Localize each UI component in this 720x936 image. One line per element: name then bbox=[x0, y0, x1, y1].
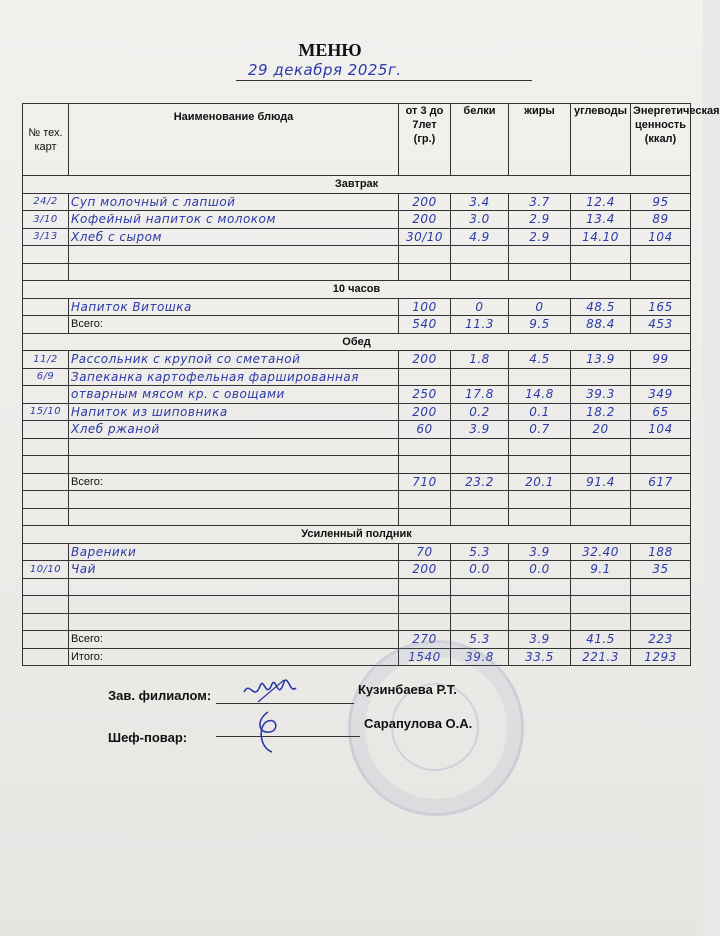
cell-no bbox=[23, 631, 69, 649]
cell-protein bbox=[451, 438, 509, 456]
cell-portion bbox=[399, 456, 451, 474]
cell-carbs bbox=[571, 508, 631, 526]
cell-fat bbox=[509, 246, 571, 264]
cell-name bbox=[69, 438, 399, 456]
cell-protein: 3.0 bbox=[451, 211, 509, 229]
table-header-row bbox=[23, 104, 691, 176]
cell-no bbox=[23, 246, 69, 264]
branch-head-label: Зав. филиалом: bbox=[108, 688, 212, 703]
section-lunch-title: Обед bbox=[23, 333, 691, 351]
cell-energy bbox=[631, 596, 691, 614]
cell-fat: 3.9 bbox=[509, 543, 571, 561]
branch-head-signature bbox=[240, 672, 300, 710]
cell-no bbox=[23, 613, 69, 631]
cell-name: Запеканка картофельная фаршированная bbox=[69, 368, 399, 386]
cell-carbs bbox=[571, 613, 631, 631]
section-snack bbox=[23, 526, 691, 544]
cell-energy: 89 bbox=[631, 211, 691, 229]
section-breakfast bbox=[23, 176, 691, 194]
cell-energy bbox=[631, 263, 691, 281]
total-label-text: Всего: bbox=[71, 475, 103, 488]
cell-portion: 60 bbox=[399, 421, 451, 439]
cell-energy bbox=[631, 613, 691, 631]
cell-energy: 99 bbox=[631, 351, 691, 369]
section-ten-oclock bbox=[23, 281, 691, 299]
total-carbs: 91.4 bbox=[571, 473, 631, 491]
cell-energy: 95 bbox=[631, 193, 691, 211]
total-energy: 617 bbox=[631, 473, 691, 491]
cell-carbs: 48.5 bbox=[571, 298, 631, 316]
cell-no bbox=[23, 263, 69, 281]
table-row bbox=[23, 211, 691, 229]
section-snack-title: Усиленный полдник bbox=[23, 526, 691, 544]
lunch-total-row bbox=[23, 473, 691, 491]
cell-fat: 0 bbox=[509, 298, 571, 316]
cell-protein: 4.9 bbox=[451, 228, 509, 246]
cell-fat: 14.8 bbox=[509, 386, 571, 404]
cell-protein bbox=[451, 263, 509, 281]
total-portion: 710 bbox=[399, 473, 451, 491]
cell-protein bbox=[451, 456, 509, 474]
total-fat: 33.5 bbox=[509, 648, 571, 666]
table-row bbox=[23, 368, 691, 386]
empty-row bbox=[23, 456, 691, 474]
cell-carbs: 18.2 bbox=[571, 403, 631, 421]
cell-name bbox=[69, 491, 399, 509]
header-protein: белки bbox=[451, 104, 509, 176]
snack-total-row bbox=[23, 631, 691, 649]
cell-carbs: 9.1 bbox=[571, 561, 631, 579]
cell-energy: 104 bbox=[631, 228, 691, 246]
table-row bbox=[23, 421, 691, 439]
cell-protein bbox=[451, 596, 509, 614]
cell-name: Напиток из шиповника bbox=[69, 403, 399, 421]
cell-portion: 200 bbox=[399, 561, 451, 579]
cell-energy bbox=[631, 491, 691, 509]
cell-name bbox=[69, 613, 399, 631]
cell-name: Рассольник с крупой со сметаной bbox=[69, 351, 399, 369]
empty-row bbox=[23, 491, 691, 509]
cell-carbs bbox=[571, 368, 631, 386]
cell-no: 6/9 bbox=[23, 368, 69, 386]
cell-carbs bbox=[571, 578, 631, 596]
cell-portion: 200 bbox=[399, 403, 451, 421]
section-lunch bbox=[23, 333, 691, 351]
cell-no: 15/10 bbox=[23, 403, 69, 421]
total-portion: 1540 bbox=[399, 648, 451, 666]
menu-date: 29 декабря 2025г. bbox=[248, 61, 402, 79]
table-row bbox=[23, 298, 691, 316]
total-label-text: Всего: bbox=[71, 318, 103, 331]
cell-fat: 2.9 bbox=[509, 211, 571, 229]
cell-no bbox=[23, 543, 69, 561]
ten-total-row-label bbox=[69, 316, 399, 334]
cell-no bbox=[23, 386, 69, 404]
cell-no bbox=[23, 438, 69, 456]
cell-name bbox=[69, 578, 399, 596]
table-row bbox=[23, 561, 691, 579]
section-breakfast-title: Завтрак bbox=[23, 176, 691, 194]
cell-fat bbox=[509, 438, 571, 456]
cell-energy: 65 bbox=[631, 403, 691, 421]
cell-fat bbox=[509, 491, 571, 509]
cell-energy: 188 bbox=[631, 543, 691, 561]
cell-no bbox=[23, 316, 69, 334]
total-protein: 23.2 bbox=[451, 473, 509, 491]
cell-fat: 3.7 bbox=[509, 193, 571, 211]
cell-carbs bbox=[571, 246, 631, 264]
cell-carbs: 12.4 bbox=[571, 193, 631, 211]
cell-fat: 2.9 bbox=[509, 228, 571, 246]
total-carbs: 221.3 bbox=[571, 648, 631, 666]
cell-no bbox=[23, 508, 69, 526]
ten-total-row bbox=[23, 316, 691, 334]
cell-name bbox=[69, 263, 399, 281]
cell-protein: 5.3 bbox=[451, 543, 509, 561]
empty-row bbox=[23, 578, 691, 596]
table-row bbox=[23, 193, 691, 211]
total-fat: 9.5 bbox=[509, 316, 571, 334]
cell-fat bbox=[509, 578, 571, 596]
cell-protein: 3.4 bbox=[451, 193, 509, 211]
cell-protein bbox=[451, 246, 509, 264]
cell-carbs bbox=[571, 263, 631, 281]
cell-name: Чай bbox=[69, 561, 399, 579]
cell-fat bbox=[509, 368, 571, 386]
cell-name: отварным мясом кр. с овощами bbox=[69, 386, 399, 404]
cell-no bbox=[23, 578, 69, 596]
cell-carbs bbox=[571, 491, 631, 509]
cell-portion bbox=[399, 613, 451, 631]
header-fat: жиры bbox=[509, 104, 571, 176]
total-protein: 5.3 bbox=[451, 631, 509, 649]
cell-no: 11/2 bbox=[23, 351, 69, 369]
total-portion: 540 bbox=[399, 316, 451, 334]
total-carbs: 41.5 bbox=[571, 631, 631, 649]
cell-portion bbox=[399, 246, 451, 264]
empty-row bbox=[23, 438, 691, 456]
chef-signature-line bbox=[216, 726, 360, 737]
cell-protein bbox=[451, 613, 509, 631]
cell-portion: 30/10 bbox=[399, 228, 451, 246]
empty-row bbox=[23, 508, 691, 526]
cell-carbs bbox=[571, 456, 631, 474]
empty-row bbox=[23, 246, 691, 264]
cell-energy bbox=[631, 456, 691, 474]
cell-carbs: 39.3 bbox=[571, 386, 631, 404]
header-tech-card-no: № тех. карт bbox=[23, 104, 69, 176]
empty-row bbox=[23, 613, 691, 631]
cell-energy: 35 bbox=[631, 561, 691, 579]
empty-row bbox=[23, 263, 691, 281]
cell-protein: 17.8 bbox=[451, 386, 509, 404]
cell-energy bbox=[631, 438, 691, 456]
cell-energy bbox=[631, 508, 691, 526]
cell-name bbox=[69, 246, 399, 264]
cell-carbs: 20 bbox=[571, 421, 631, 439]
cell-fat bbox=[509, 596, 571, 614]
cell-name bbox=[69, 456, 399, 474]
cell-no: 24/2 bbox=[23, 193, 69, 211]
total-protein: 11.3 bbox=[451, 316, 509, 334]
cell-name: Хлеб ржаной bbox=[69, 421, 399, 439]
header-portion: от 3 до 7лет (гр.) bbox=[399, 104, 451, 176]
menu-table bbox=[22, 103, 720, 666]
total-fat: 3.9 bbox=[509, 631, 571, 649]
grand-total-row bbox=[23, 648, 691, 666]
header-energy: Энергетическая ценность (ккал) bbox=[631, 104, 691, 176]
total-energy: 1293 bbox=[631, 648, 691, 666]
cell-portion: 100 bbox=[399, 298, 451, 316]
cell-carbs bbox=[571, 596, 631, 614]
cell-fat bbox=[509, 508, 571, 526]
cell-portion bbox=[399, 263, 451, 281]
cell-energy bbox=[631, 578, 691, 596]
cell-fat: 0.1 bbox=[509, 403, 571, 421]
cell-protein bbox=[451, 368, 509, 386]
table-row bbox=[23, 228, 691, 246]
cell-protein: 0.2 bbox=[451, 403, 509, 421]
total-label-text: Всего: bbox=[71, 633, 103, 646]
cell-energy bbox=[631, 368, 691, 386]
cell-portion bbox=[399, 596, 451, 614]
branch-head-name: Кузинбаева Р.Т. bbox=[358, 682, 457, 697]
page-title: МЕНЮ bbox=[298, 40, 362, 60]
total-energy: 223 bbox=[631, 631, 691, 649]
cell-no bbox=[23, 298, 69, 316]
table-row bbox=[23, 386, 691, 404]
cell-carbs: 13.9 bbox=[571, 351, 631, 369]
cell-portion: 200 bbox=[399, 351, 451, 369]
cell-name: Напиток Витошка bbox=[69, 298, 399, 316]
cell-fat bbox=[509, 456, 571, 474]
total-portion: 270 bbox=[399, 631, 451, 649]
cell-energy: 104 bbox=[631, 421, 691, 439]
cell-carbs: 13.4 bbox=[571, 211, 631, 229]
chef-label: Шеф-повар: bbox=[108, 730, 188, 745]
cell-portion bbox=[399, 368, 451, 386]
total-carbs: 88.4 bbox=[571, 316, 631, 334]
cell-fat: 0.7 bbox=[509, 421, 571, 439]
cell-no bbox=[23, 473, 69, 491]
cell-no bbox=[23, 491, 69, 509]
chef-signature bbox=[248, 708, 288, 756]
empty-row bbox=[23, 596, 691, 614]
cell-protein: 1.8 bbox=[451, 351, 509, 369]
table-row bbox=[23, 543, 691, 561]
cell-portion: 200 bbox=[399, 193, 451, 211]
cell-no bbox=[23, 596, 69, 614]
cell-name: Вареники bbox=[69, 543, 399, 561]
chef-name: Сарапулова О.А. bbox=[364, 716, 473, 731]
table-row bbox=[23, 351, 691, 369]
cell-portion bbox=[399, 508, 451, 526]
cell-protein bbox=[451, 508, 509, 526]
cell-fat bbox=[509, 263, 571, 281]
cell-no: 3/10 bbox=[23, 211, 69, 229]
cell-protein: 0 bbox=[451, 298, 509, 316]
cell-portion: 200 bbox=[399, 211, 451, 229]
header-dish-name: Наименование блюда bbox=[69, 104, 399, 176]
cell-fat: 4.5 bbox=[509, 351, 571, 369]
cell-protein bbox=[451, 491, 509, 509]
cell-no bbox=[23, 648, 69, 666]
cell-protein bbox=[451, 578, 509, 596]
section-ten-oclock-title: 10 часов bbox=[23, 281, 691, 299]
lunch-total-row-label bbox=[69, 473, 399, 491]
cell-no: 10/10 bbox=[23, 561, 69, 579]
cell-fat: 0.0 bbox=[509, 561, 571, 579]
cell-energy: 349 bbox=[631, 386, 691, 404]
header-carbs: углеводы bbox=[571, 104, 631, 176]
cell-portion bbox=[399, 491, 451, 509]
cell-protein: 3.9 bbox=[451, 421, 509, 439]
snack-total-row-label bbox=[69, 631, 399, 649]
table-row bbox=[23, 403, 691, 421]
cell-name bbox=[69, 508, 399, 526]
cell-energy bbox=[631, 246, 691, 264]
cell-portion bbox=[399, 438, 451, 456]
cell-name: Суп молочный с лапшой bbox=[69, 193, 399, 211]
cell-fat bbox=[509, 613, 571, 631]
cell-carbs: 32.40 bbox=[571, 543, 631, 561]
cell-name bbox=[69, 596, 399, 614]
cell-no: 3/13 bbox=[23, 228, 69, 246]
total-label-text: Итого: bbox=[71, 650, 103, 663]
total-energy: 453 bbox=[631, 316, 691, 334]
cell-protein: 0.0 bbox=[451, 561, 509, 579]
cell-no bbox=[23, 421, 69, 439]
cell-portion bbox=[399, 578, 451, 596]
total-protein: 39.8 bbox=[451, 648, 509, 666]
cell-carbs bbox=[571, 438, 631, 456]
cell-portion: 250 bbox=[399, 386, 451, 404]
cell-energy: 165 bbox=[631, 298, 691, 316]
cell-name: Кофейный напиток с молоком bbox=[69, 211, 399, 229]
cell-no bbox=[23, 456, 69, 474]
total-fat: 20.1 bbox=[509, 473, 571, 491]
cell-carbs: 14.10 bbox=[571, 228, 631, 246]
cell-name: Хлеб с сыром bbox=[69, 228, 399, 246]
grand-total-row-label bbox=[69, 648, 399, 666]
cell-portion: 70 bbox=[399, 543, 451, 561]
